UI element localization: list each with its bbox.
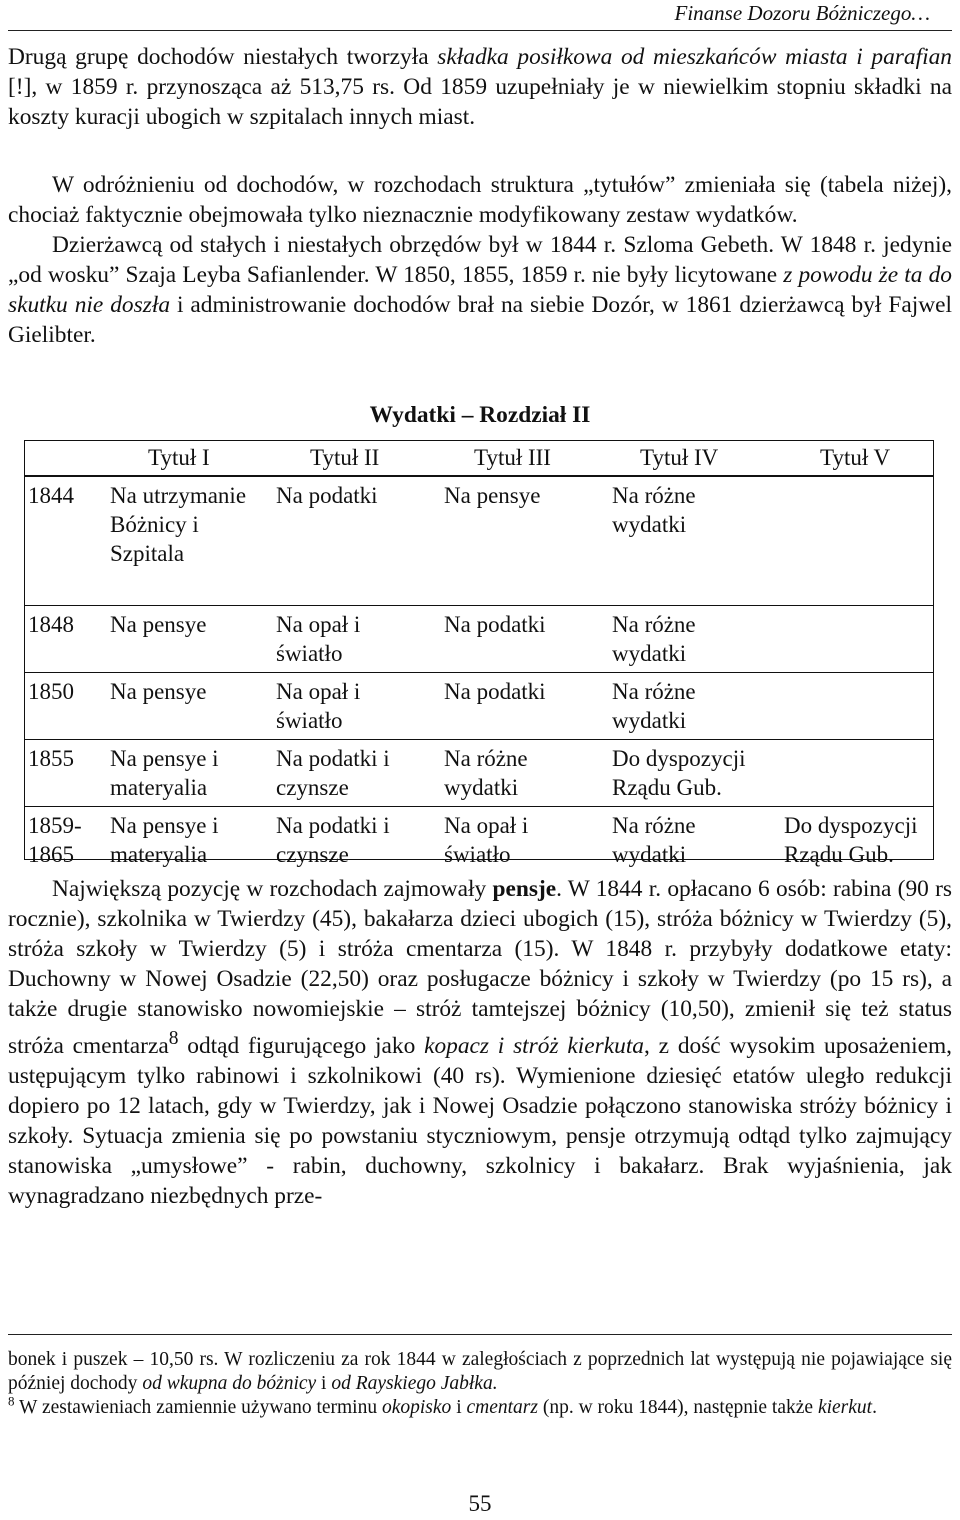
italic-run: od Rayskiego Jabłka. bbox=[331, 1373, 498, 1394]
text-run: Drugą grupę dochodów niestałych tworzyła bbox=[8, 44, 438, 70]
table-cell: Na różne wydatki bbox=[444, 746, 528, 800]
paragraph-leaseholders bbox=[8, 230, 952, 350]
footnote-number: 8 bbox=[8, 1393, 15, 1409]
text-run: i administrowanie dochodów brał na siebie Dozór, w 1861 dzierżawcą był Fajwel Gielibter. bbox=[8, 292, 952, 348]
table-cell: Na podatki i czynsze bbox=[276, 813, 390, 867]
text-run: Dzierżawcą od stałych i niestałych obrzędów był w 1844 r. Szloma Gebeth. W 1848 r. jedynie „od wosku” Szaja Leyba Safianlender. W 1850, 1855, 1859 r. nie były licytowane bbox=[8, 232, 952, 288]
year-cell: 1855 bbox=[28, 746, 74, 771]
year-cell: 1859-1865 bbox=[28, 813, 82, 867]
table-cell: Na opał i światło bbox=[276, 612, 361, 666]
text-run: bonek i puszek – 10,50 rs. W rozliczeniu za rok 1844 w zaległościach z poprzednich lat występują nie pojawiające się później dochody bbox=[8, 1349, 952, 1394]
running-header: Finanse Dozoru Bóżniczego… bbox=[674, 1, 930, 25]
table-cell: Na opał i światło bbox=[276, 679, 361, 733]
footnote-rule bbox=[8, 1334, 952, 1335]
italic-run: cmentarz bbox=[466, 1397, 538, 1418]
table-cell: Na pensye bbox=[444, 483, 541, 508]
table-cell: Na pensye bbox=[110, 612, 207, 637]
text-run: Największą pozycję w rozchodach zajmowały bbox=[52, 876, 493, 902]
header-cell: Tytuł II bbox=[310, 445, 380, 470]
table-cell: Na podatki bbox=[276, 483, 378, 508]
paragraph-income bbox=[8, 42, 952, 132]
header-cell: Tytuł III bbox=[474, 445, 551, 470]
paragraph-block-3 bbox=[8, 874, 952, 1211]
footnote-ref: 8 bbox=[168, 1028, 179, 1049]
text-run: (np. w roku 1844), następnie także bbox=[537, 1397, 818, 1418]
text-run: i bbox=[316, 1373, 332, 1394]
page-number: 55 bbox=[468, 1491, 492, 1516]
table-cell: Do dyspozycji Rządu Gub. bbox=[784, 813, 918, 867]
table-cell: Na różne wydatki bbox=[612, 612, 696, 666]
italic-run: składka posiłkowa od mieszkańców miasta i parafian bbox=[437, 44, 952, 70]
footnotes bbox=[8, 1348, 952, 1420]
table-cell: Na pensye i materyalia bbox=[110, 813, 219, 867]
table-cell: Na pensye i materyalia bbox=[110, 746, 219, 800]
header-cell: Tytuł IV bbox=[640, 445, 719, 470]
paragraph-block-2 bbox=[8, 170, 952, 350]
text-run: . bbox=[872, 1397, 877, 1418]
table-cell: Na różne wydatki bbox=[612, 483, 696, 537]
text-run: [!], w 1859 r. przynosząca aż 513,75 rs. Od 1859 uzupełniały je w niewielkim stopniu składki na koszty kuracji ubogich w szpitalach innych miast. bbox=[8, 74, 952, 130]
header-cell: Tytuł I bbox=[148, 445, 210, 470]
italic-run: okopisko bbox=[381, 1397, 452, 1418]
italic-run: kierkut bbox=[817, 1397, 873, 1418]
italic-run: z powodu że ta do skutku nie doszła bbox=[8, 262, 952, 318]
table-cell: Na pensye bbox=[110, 679, 207, 704]
footnote-8 bbox=[8, 1393, 952, 1420]
table-title: Wydatki – Rozdział II bbox=[369, 402, 591, 428]
table-frame bbox=[24, 440, 934, 860]
table-cell: Na opał i światło bbox=[444, 813, 529, 867]
header-cell: Tytuł V bbox=[820, 445, 891, 470]
table-cell: Na podatki bbox=[444, 612, 546, 637]
footnote-continued bbox=[8, 1348, 952, 1396]
italic-run: kopacz i stróż kierkuta bbox=[424, 1032, 645, 1059]
table-cell: Do dyspozycji Rządu Gub. bbox=[612, 746, 746, 800]
text-run: W zestawieniach zamiennie używano terminu bbox=[14, 1397, 382, 1418]
year-cell: 1848 bbox=[28, 612, 74, 637]
year-cell: 1844 bbox=[28, 483, 74, 508]
table-cell: Na podatki i czynsze bbox=[276, 746, 390, 800]
text-run: i bbox=[451, 1397, 467, 1418]
table-cell: Na podatki bbox=[444, 679, 546, 704]
text-run: odtąd figurującego jako bbox=[178, 1032, 425, 1059]
bold-run: pensje bbox=[492, 876, 557, 902]
table-cell: Na utrzymanie Bóżnicy i Szpitala bbox=[110, 483, 247, 566]
text-run: , z dość wysokim uposażeniem, ustępującym tylko rabinowi i szkolnikowi (40 rs). Wymienione dziesięć etatów uległo redukcji dopiero po 12 latach, gdy w Twierdzy, jak i Nowej Osadzie połączono stanowiska stróży bóżnicy i szkoły. Sytuacja zmienia się po powstaniu styczniowym, pensje otrzymują odtąd tylko zajmujący stanowiska „umysłowe” - rabin, duchowny, szkolnicy i bakałarz. Brak wyjaśnienia, jak wynagradzano niezbędnych prze- bbox=[8, 1032, 952, 1209]
year-cell: 1850 bbox=[28, 679, 74, 704]
italic-run: od wkupna do bóżnicy bbox=[142, 1373, 317, 1394]
paragraph-salaries bbox=[8, 874, 952, 1211]
table-cell: Na różne wydatki bbox=[612, 679, 696, 733]
table-cell: Na różne wydatki bbox=[612, 813, 696, 867]
paragraph-block-1 bbox=[8, 42, 952, 132]
text-run: . W 1844 r. opłacano 6 osób: rabina (90 rs rocznie), szkolnika w Twierdzy (45), bakałarza dzieci ubogich (15), stróża bóżnicy w Twierdzy (5), stróża szkoły w Twierdzy (5) i stróża cmentarza (15). W 1848 r. przybyły dodatkowe etaty: Duchowny w Nowej Osadzie (22,50) oraz posługacze bóżnicy i szkoły w Twierdzy (po 15 rs), a także drugie stanowisko nowomiejskie – stróż tamtejszej bóżnicy (10,50), zmienił się też status stróża cmentarza bbox=[8, 876, 952, 1059]
paragraph-expenses-structure: W odróżnieniu od dochodów, w rozchodach struktura „tytułów” zmieniała się (tabela niżej), chociaż faktycznie obejmowała tylko nieznacznie modyfikowany zestaw wydatków. bbox=[8, 172, 952, 228]
header-rule bbox=[8, 30, 952, 31]
